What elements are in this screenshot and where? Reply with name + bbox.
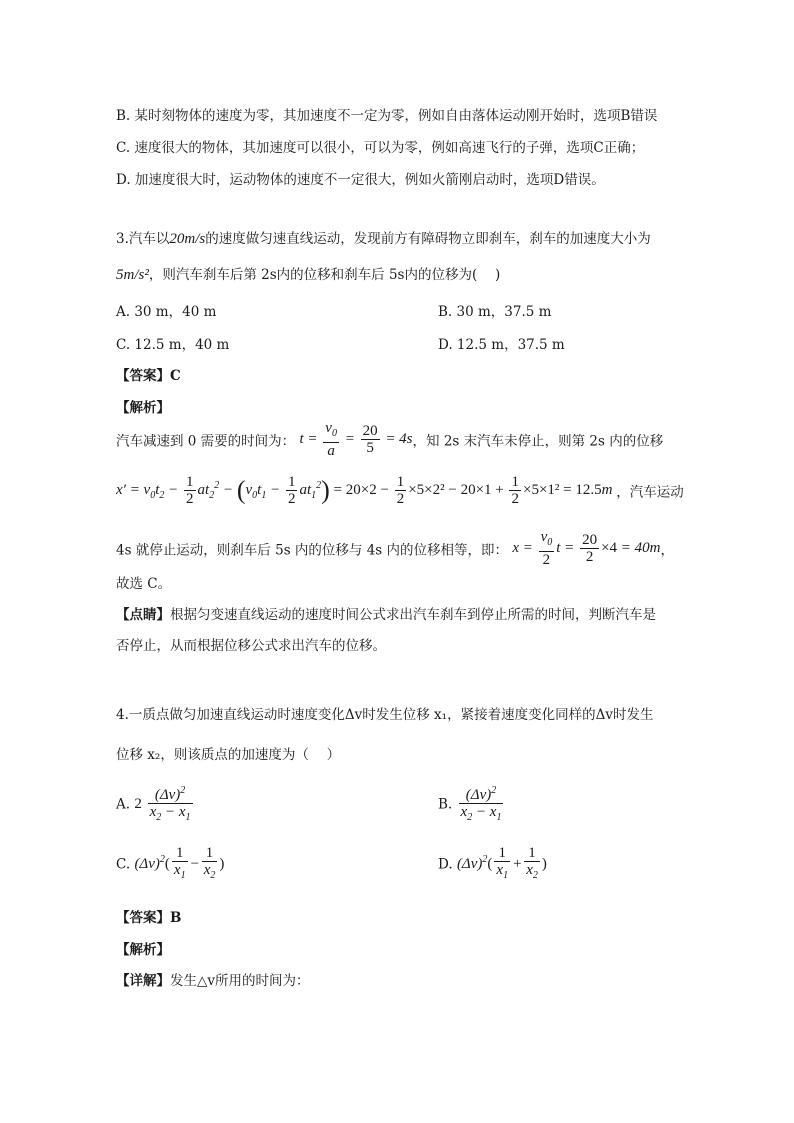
q4-detail: 【详解】发生△v所用的时间为：: [116, 973, 310, 989]
q3-time-formula: t = $\frac{v_0}{a}$ = $\frac{20}{5}$: [299, 420, 378, 459]
prev-option-b: B. 某时刻物体的速度为零，其加速度不一定为零，例如自由落体运动刚开始时，选项B错误: [116, 108, 658, 124]
q3-option-d: D. 12.5 m，37.5 m: [438, 337, 565, 353]
q4-option-c: C. $(\Delta v)^2$( $\frac{1}{x_1}$ − $\frac{1}{x_2}$ ): [116, 845, 225, 881]
q3-option-a: A. 30 m，40 m: [116, 304, 217, 320]
q3-option-b: B. 30 m，37.5 m: [438, 304, 552, 320]
q3-analysis-line1: 汽车减速到 0 需要的时间为： t = $\frac{v_0}{a}$ = $\frac{20}{5}$ = 4s，知 2s 末汽车未停止，则第 2s 内的位移: [116, 420, 664, 459]
q3-stem-line1: 3.汽车以20m/s的速度做匀速直线运动，发现前方有障碍物立即刹车，刹车的加速度大小为: [116, 231, 651, 247]
q3-analysis-label: 【解析】: [116, 400, 170, 416]
q3-option-c: C. 12.5 m，40 m: [116, 337, 230, 353]
q4-option-b: B. $\frac{(\Delta v)^2}{x_2 - x_1}$: [438, 785, 502, 823]
q3-conclusion: 故选 C。: [116, 576, 172, 592]
q3-accel: 5m/s²: [116, 267, 149, 283]
q4-option-a: A. 2 $\frac{(\Delta v)^2}{x_2 - x_1}$: [116, 785, 191, 823]
q3-answer: 【答案】C: [116, 368, 181, 384]
q3-comment-line2: 否停止，从而根据位移公式求出汽车的位移。: [116, 638, 386, 654]
q3-comment-line1: 【点睛】根据匀变速直线运动的速度时间公式求出汽车刹车到停止所需的时间，判断汽车是: [116, 607, 656, 623]
prev-option-c: C. 速度很大的物体，其加速度可以很小，可以为零，例如高速飞行的子弹，选项C正确；: [116, 140, 645, 156]
q3-analysis-line3: 4s 就停止运动，则刹车后 5s 内的位移与 4s 内的位移相等，即： x = $\frac{v_0}{2}$ t = $\frac{20}{2}$ ×4 = 40m，: [116, 529, 674, 568]
q4-option-d: D. $(\Delta v)^2$( $\frac{1}{x_1}$ + $\frac{1}{x_2}$ ): [438, 845, 547, 881]
q3-total-formula: x = $\frac{v_0}{2}$ t = $\frac{20}{2}$ ×4: [512, 529, 618, 568]
q3-analysis-line2: $x' = v_0t_2$ − $\frac{1}{2}$ $at_2^2 - (v_0t_1$ − $\frac{1}{2}$ $at_1^2) = 20\times 2$ − $\frac{1}{2}$ ×5×2² − 20×1 + $\frac{1}{2}$ ×5×1² = 12.5m ，汽车运动: [116, 474, 684, 507]
q3-speed: 20m/s: [169, 231, 206, 247]
q3-displacement-formula: $x' = v_0t_2$ − $\frac{1}{2}$ $at_2^2 - (v_0t_1$ − $\frac{1}{2}$ $at_1^2) = 20\times 2$ − $\frac{1}{2}$ ×5×2² − 20×1 + $\frac{1}{2}$ ×5×1² = 12.5m: [116, 474, 617, 507]
q4-analysis-label: 【解析】: [116, 942, 170, 958]
q4-answer: 【答案】B: [116, 910, 182, 926]
q4-stem-line2: 位移 x₂，则该质点的加速度为（ ）: [116, 747, 341, 763]
q3-stem-line2: 5m/s²，则汽车刹车后第 2s内的位移和刹车后 5s内的位移为( ): [116, 267, 501, 283]
prev-option-d: D. 加速度很大时，运动物体的速度不一定很大，例如火箭刚启动时，选项D错误。: [116, 172, 605, 188]
q4-stem-line1: 4.一质点做匀加速直线运动时速度变化Δv时发生位移 x₁，紧接着速度变化同样的Δv时发生: [116, 707, 654, 723]
